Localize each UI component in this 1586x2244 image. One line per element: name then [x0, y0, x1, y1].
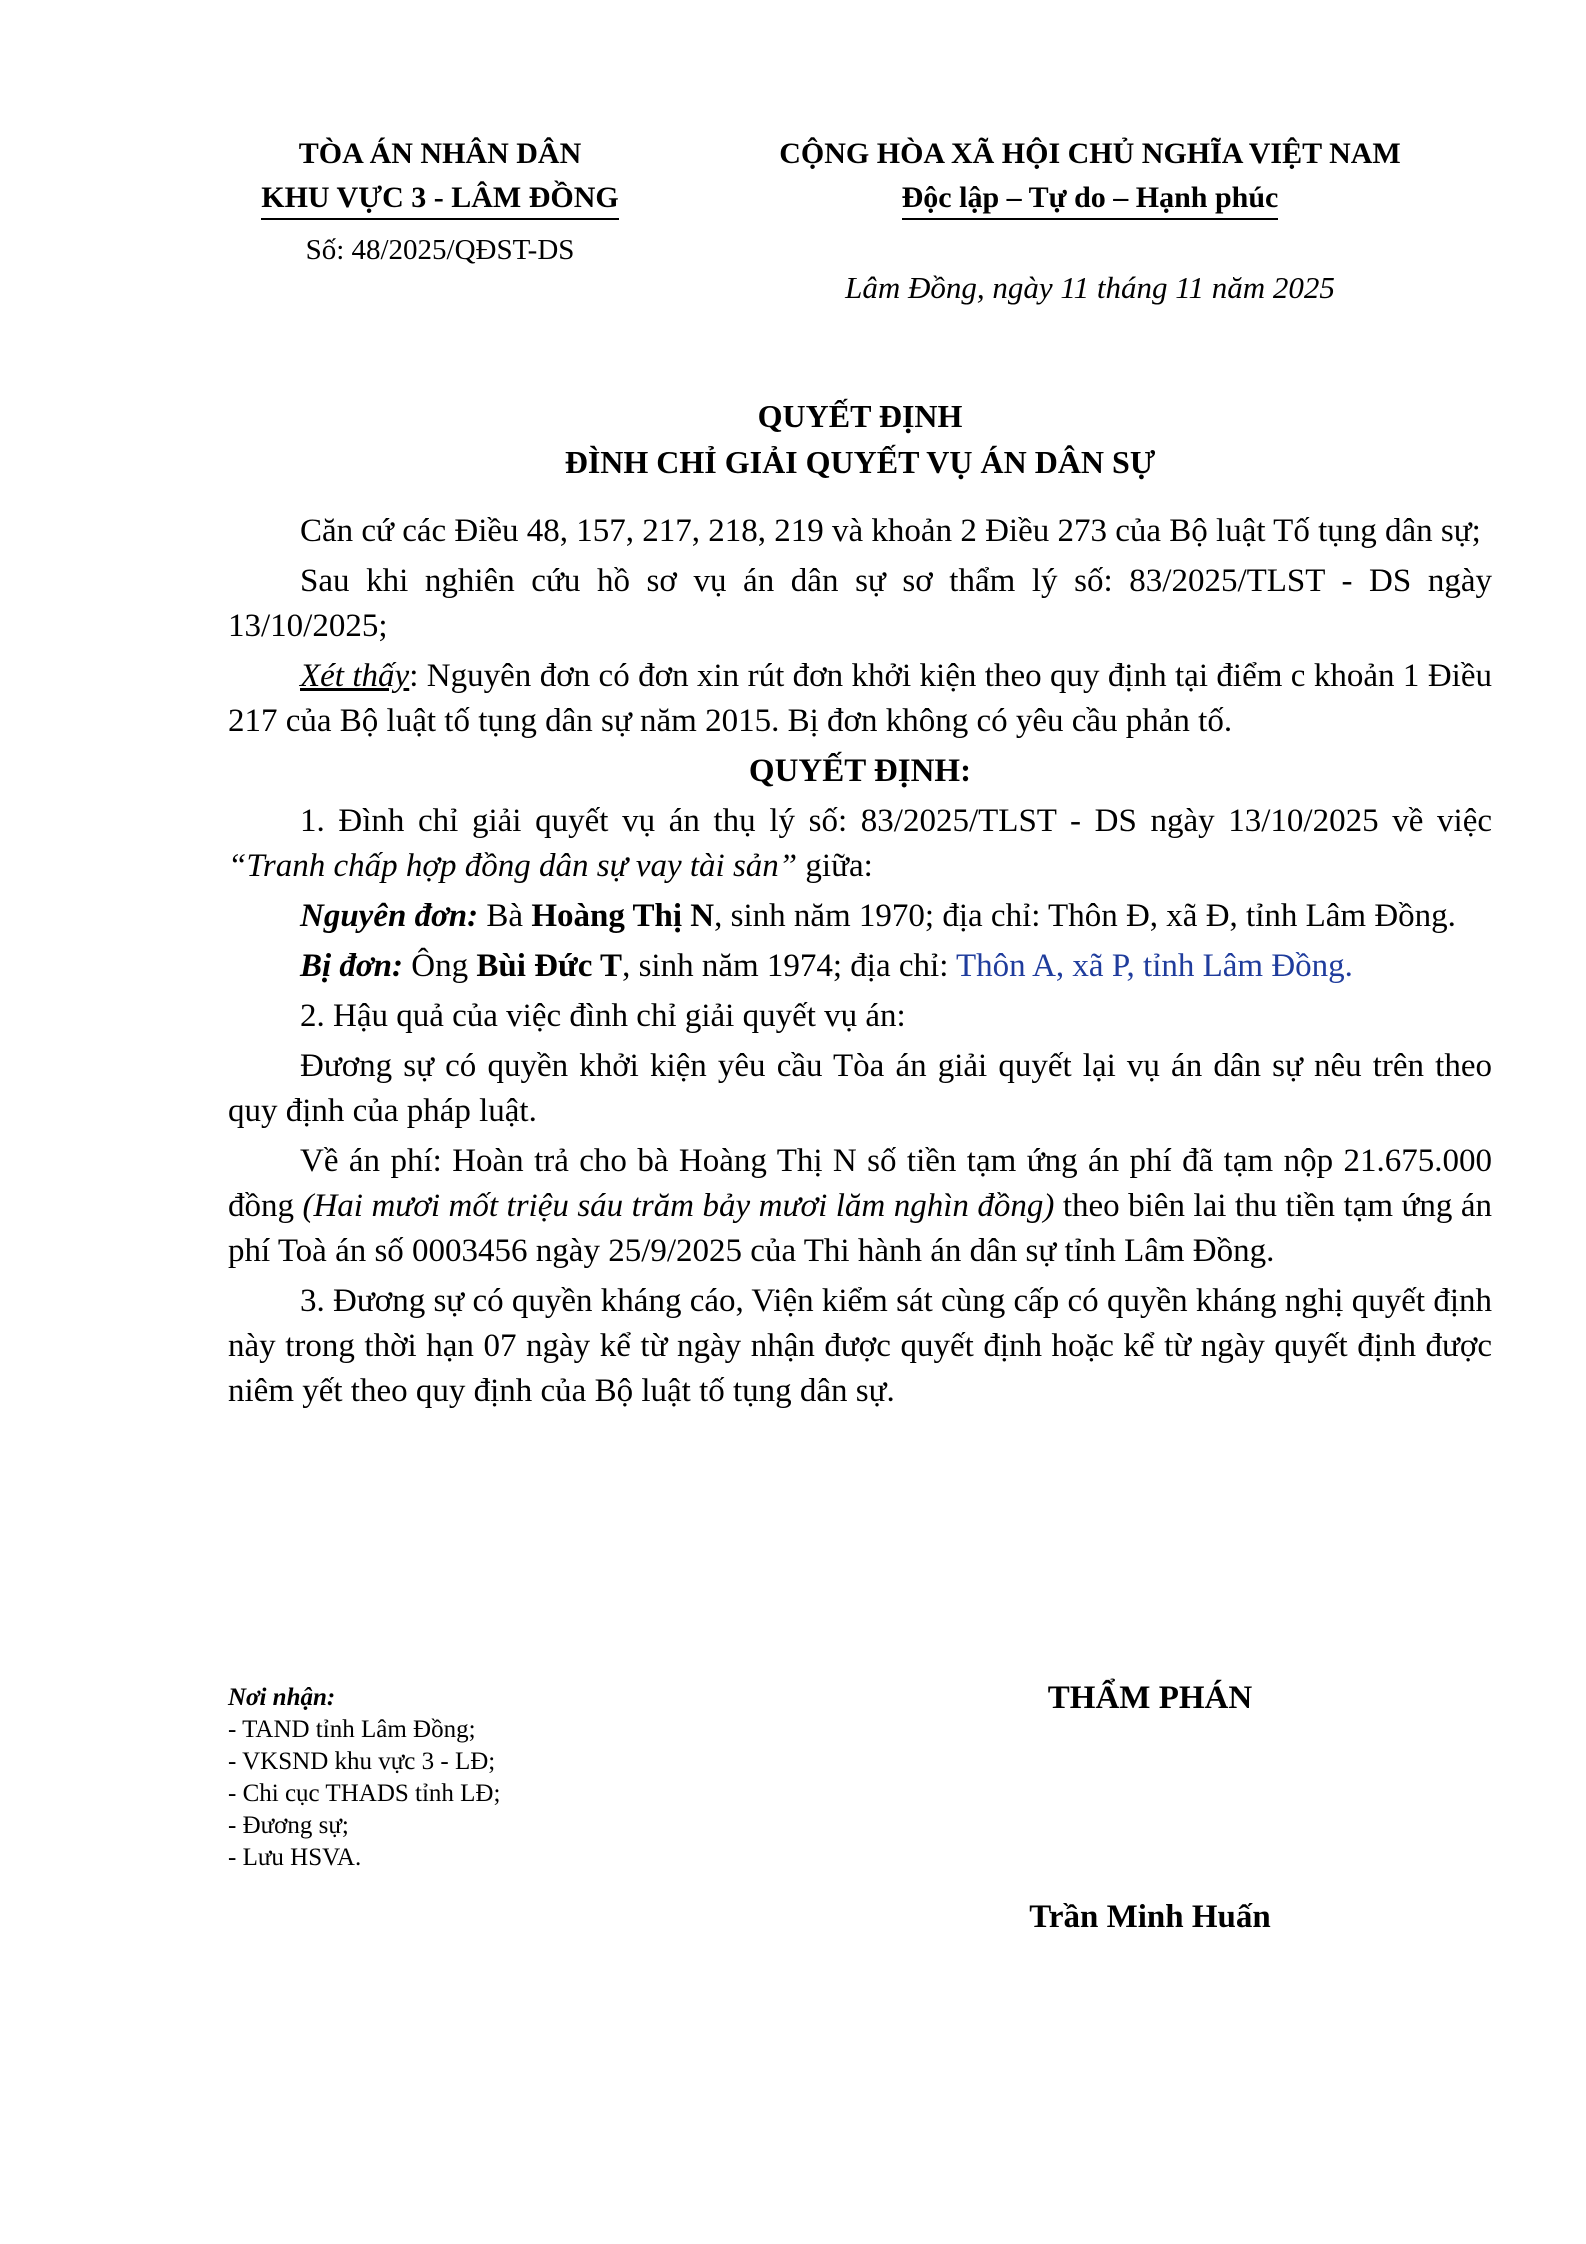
decision-item-1-end: giữa:	[797, 848, 873, 884]
recipient-item: - TAND tỉnh Lâm Đồng;	[228, 1716, 476, 1743]
signature-title: THẨM PHÁN	[1047, 1680, 1253, 1716]
date-line: Lâm Đồng, ngày 11 tháng 11 năm 2025	[845, 270, 1335, 305]
decision-item-1	[228, 799, 1492, 889]
decision-item-2: 2. Hậu quả của việc đình chỉ giải quyết vụ án:	[300, 998, 906, 1034]
plaintiff-details: , sinh năm 1970; địa chỉ: Thôn Đ, xã Đ, tỉnh Lâm Đồng.	[714, 898, 1456, 934]
court-name-line2: KHU VỰC 3 - LÂM ĐỒNG	[261, 178, 618, 220]
defendant-prefix: Ông	[402, 948, 477, 984]
title-line2: ĐÌNH CHỈ GIẢI QUYẾT VỤ ÁN DÂN SỰ	[564, 444, 1156, 480]
nation-title: CỘNG HÒA XÃ HỘI CHỦ NGHĨA VIỆT NAM	[779, 137, 1401, 170]
court-name-line1: TÒA ÁN NHÂN DÂN	[298, 137, 582, 170]
plaintiff-paragraph	[228, 894, 1492, 939]
title-line1: QUYẾT ĐỊNH	[757, 398, 963, 434]
legal-basis-paragraph: Căn cứ các Điều 48, 157, 217, 218, 219 và khoản 2 Điều 273 của Bộ luật Tố tụng dân sự;	[300, 513, 1481, 549]
decision-item-1-text: 1. Đình chỉ giải quyết vụ án thụ lý số: 83/2025/TLST - DS ngày 13/10/2025 về việc	[300, 803, 1492, 839]
finding-text: : Nguyên đơn có đơn xin rút đơn khởi kiện theo quy định tại điểm c khoản 1 Điều 217 của Bộ luật tố tụng dân sự năm 2015. Bị đơn không có yêu cầu phản tố.	[228, 658, 1492, 739]
defendant-details: , sinh năm 1974; địa chỉ:	[622, 948, 957, 984]
decision-item-3: 3. Đương sự có quyền kháng cáo, Viện kiểm sát cùng cấp có quyền kháng nghị quyết định này trong thời hạn 07 ngày kể từ ngày nhận được quyết định hoặc kể từ ngày quyết định được niêm yết theo quy định của Bộ luật tố tụng dân sự.	[228, 1283, 1492, 1409]
recipient-item: - VKSND khu vực 3 - LĐ;	[228, 1748, 496, 1775]
signature-name: Trần Minh Huấn	[1029, 1899, 1271, 1935]
finding-label: Xét thấy	[300, 658, 410, 694]
plaintiff-name: Hoàng Thị N	[531, 898, 715, 934]
document-title	[220, 393, 1500, 485]
defendant-paragraph	[228, 944, 1492, 989]
defendant-address: Thôn A, xã P, tỉnh Lâm Đồng.	[956, 948, 1353, 984]
case-review-paragraph: Sau khi nghiên cứu hồ sơ vụ án dân sự sơ thẩm lý số: 83/2025/TLST - DS ngày 13/10/2025;	[228, 563, 1492, 644]
court-header	[218, 132, 662, 270]
plaintiff-label: Nguyên đơn:	[300, 898, 479, 934]
court-fee-text: Về án phí: Hoàn trả cho bà Hoàng Thị N số tiền tạm ứng án phí đã tạm nộp 21.675.000 đồng	[228, 1143, 1492, 1224]
consequence-paragraph: Đương sự có quyền khởi kiện yêu cầu Tòa án giải quyết lại vụ án dân sự nêu trên theo quy định của pháp luật.	[228, 1048, 1492, 1129]
recipient-item: - Đương sự;	[228, 1812, 349, 1839]
decision-heading: QUYẾT ĐỊNH:	[748, 753, 972, 789]
plaintiff-prefix: Bà	[478, 898, 532, 934]
nation-motto: Độc lập – Tự do – Hạnh phúc	[902, 178, 1279, 220]
recipients-heading: Nơi nhận:	[228, 1684, 336, 1711]
court-fee-words: (Hai mươi mốt triệu sáu trăm bảy mươi lăm nghìn đồng)	[302, 1188, 1055, 1224]
defendant-label: Bị đơn:	[300, 948, 403, 984]
court-fee-paragraph	[228, 1139, 1492, 1274]
national-header	[700, 132, 1480, 220]
document-body	[228, 509, 1492, 1419]
recipients-block	[228, 1682, 668, 1874]
case-name: “Tranh chấp hợp đồng dân sự vay tài sản”	[228, 848, 798, 884]
defendant-name: Bùi Đức T	[476, 948, 623, 984]
recipient-item: - Lưu HSVA.	[228, 1844, 362, 1871]
recipient-item: - Chi cục THADS tỉnh LĐ;	[228, 1780, 501, 1807]
decision-number: Số: 48/2025/QĐST-DS	[305, 234, 575, 266]
court-fee-receipt: theo biên lai thu tiền tạm ứng án phí Toà án số 0003456 ngày 25/9/2025 của Thi hành án dân sự tỉnh Lâm Đồng.	[228, 1188, 1492, 1269]
finding-paragraph	[228, 654, 1492, 744]
